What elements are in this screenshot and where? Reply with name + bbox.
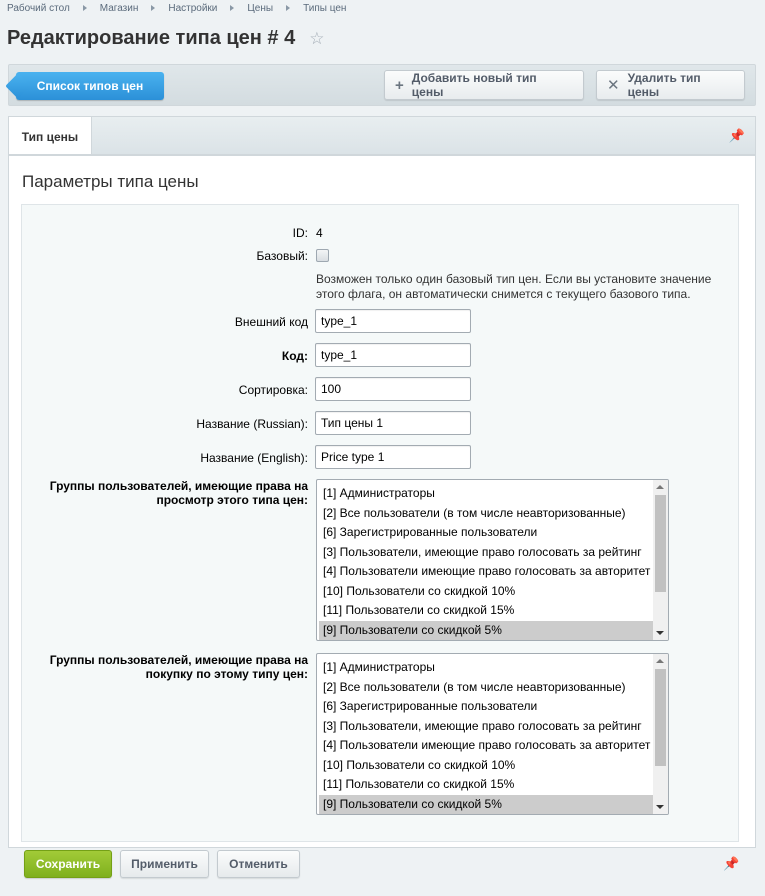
page-title: Редактирование типа цен # 4 xyxy=(7,27,296,49)
name-ru-label: Название (Russian): xyxy=(196,417,308,431)
list-item-selected[interactable]: [9] Пользователи со скидкой 5% xyxy=(319,621,653,641)
add-price-type-button[interactable] xyxy=(384,70,584,100)
list-item[interactable]: [1] Администраторы xyxy=(323,486,435,500)
scrollbar-thumb[interactable] xyxy=(655,669,666,766)
tab-price-type[interactable] xyxy=(9,117,92,156)
cancel-label: Отменить xyxy=(229,857,288,871)
breadcrumb-item[interactable]: Типы цен xyxy=(303,2,347,14)
delete-price-type-button[interactable] xyxy=(596,70,745,100)
scroll-down-icon[interactable] xyxy=(656,631,664,635)
tab-bar xyxy=(8,116,756,154)
close-icon: ✕ xyxy=(607,77,620,94)
list-item[interactable]: [2] Все пользователи (в том числе неавторизованные) xyxy=(323,505,626,520)
apply-button[interactable] xyxy=(120,850,209,878)
list-item-selected[interactable]: [9] Пользователи со скидкой 5% xyxy=(319,795,653,815)
breadcrumb-separator-icon xyxy=(151,5,155,11)
sort-input[interactable]: 100 xyxy=(315,377,471,401)
external-code-input[interactable]: type_1 xyxy=(315,309,471,333)
list-item[interactable]: [6] Зарегистрированные пользователи xyxy=(323,525,538,539)
delete-price-type-label: Удалить тип цены xyxy=(627,71,701,99)
id-label: ID: xyxy=(292,226,308,240)
view-groups-listbox[interactable] xyxy=(316,479,669,641)
buy-groups-items xyxy=(319,658,653,814)
base-label: Базовый: xyxy=(256,249,308,263)
name-en-label: Название (English): xyxy=(200,451,308,465)
breadcrumb-item[interactable]: Настройки xyxy=(168,2,218,14)
view-groups-items xyxy=(319,484,653,640)
list-item[interactable]: [10] Пользователи со скидкой 10% xyxy=(323,583,516,598)
list-item[interactable]: [3] Пользователи, имеющие право голосовать за рейтинг xyxy=(323,718,642,733)
view-groups-label-line1: Группы пользователей, имеющие права на xyxy=(49,479,308,493)
breadcrumb-separator-icon xyxy=(83,5,87,11)
code-label: Код: xyxy=(281,349,308,363)
breadcrumb-item[interactable]: Магазин xyxy=(99,2,139,14)
breadcrumb-item[interactable]: Цены xyxy=(247,2,274,14)
sort-label: Сортировка: xyxy=(238,383,308,397)
base-note: Возможен только один базовый тип цен. Если вы установите значение этого флага, он автоматически снимется с текущего базового типа. xyxy=(316,272,712,301)
pin-icon[interactable]: 📌 xyxy=(728,128,745,143)
list-item[interactable]: [11] Пользователи со скидкой 15% xyxy=(323,777,515,791)
buy-groups-label-line1: Группы пользователей, имеющие права на xyxy=(49,653,308,667)
id-value: 4 xyxy=(316,226,323,240)
apply-label: Применить xyxy=(131,857,198,871)
name-ru-input[interactable]: Тип цены 1 xyxy=(315,411,471,435)
buy-groups-listbox[interactable] xyxy=(316,653,669,815)
list-item[interactable]: [2] Все пользователи (в том числе неавторизованные) xyxy=(323,679,626,694)
scroll-up-icon[interactable] xyxy=(656,659,664,663)
list-item[interactable]: [10] Пользователи со скидкой 10% xyxy=(323,757,516,772)
name-en-input[interactable]: Price type 1 xyxy=(315,445,471,469)
cancel-button[interactable] xyxy=(217,850,300,878)
list-item[interactable]: [3] Пользователи, имеющие право голосовать за рейтинг xyxy=(323,544,642,559)
form-area xyxy=(21,204,739,842)
breadcrumb-separator-icon xyxy=(230,5,234,11)
list-item[interactable]: [11] Пользователи со скидкой 15% xyxy=(323,603,515,617)
base-checkbox[interactable] xyxy=(316,249,329,262)
back-to-list-label: Список типов цен xyxy=(36,79,144,93)
breadcrumb-separator-icon xyxy=(286,5,290,11)
page-title-row xyxy=(7,27,324,50)
list-item[interactable]: [4] Пользователи имеющие право голосовать за авторитет xyxy=(323,564,651,578)
save-button[interactable] xyxy=(24,850,112,878)
save-label: Сохранить xyxy=(35,857,101,871)
back-to-list-button[interactable] xyxy=(16,72,164,100)
plus-icon: + xyxy=(395,76,404,94)
pin-icon[interactable]: 📌 xyxy=(723,856,740,871)
view-groups-label-line2: просмотр этого типа цен: xyxy=(156,493,308,507)
form-panel xyxy=(8,154,756,848)
breadcrumb-item[interactable]: Рабочий стол xyxy=(7,2,70,14)
scrollbar[interactable] xyxy=(653,654,668,814)
list-item[interactable]: [6] Зарегистрированные пользователи xyxy=(323,699,538,713)
tab-label: Тип цены xyxy=(21,129,79,144)
toolbar xyxy=(8,64,756,106)
breadcrumb xyxy=(7,1,346,15)
scrollbar-thumb[interactable] xyxy=(655,495,666,592)
scroll-down-icon[interactable] xyxy=(656,805,664,809)
star-icon[interactable]: ☆ xyxy=(309,28,325,48)
list-item[interactable]: [1] Администраторы xyxy=(323,660,435,674)
buy-groups-label-line2: покупку по этому типу цен: xyxy=(145,667,308,681)
add-price-type-label: Добавить новый тип цены xyxy=(411,71,537,99)
scrollbar[interactable] xyxy=(653,480,668,640)
list-item[interactable]: [4] Пользователи имеющие право голосовать за авторитет xyxy=(323,738,651,752)
external-code-label: Внешний код xyxy=(234,315,308,329)
section-title: Параметры типа цены xyxy=(22,172,199,191)
scroll-up-icon[interactable] xyxy=(656,485,664,489)
code-input[interactable]: type_1 xyxy=(315,343,471,367)
